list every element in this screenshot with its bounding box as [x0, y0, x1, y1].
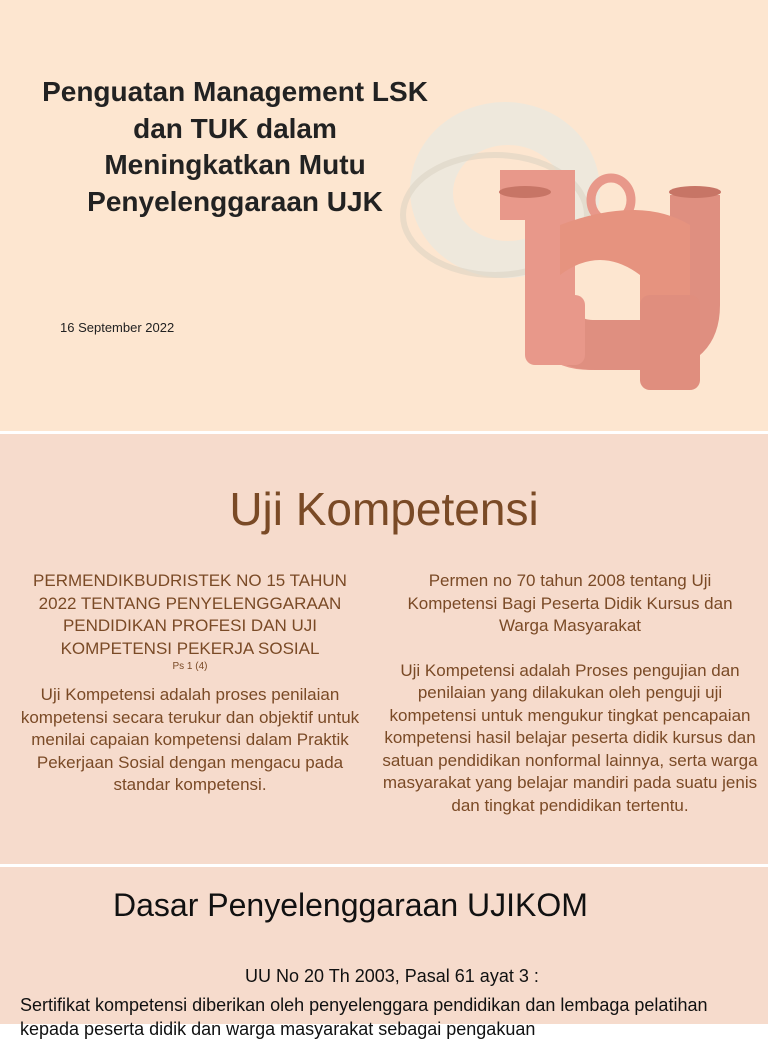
slide-heading: Uji Kompetensi [229, 483, 539, 535]
presentation-title: Penguatan Management LSK dan TUK dalam Meningkatkan Mutu Penyelenggaraan UJK [42, 76, 428, 217]
definition-text: Uji Kompetensi adalah proses penilaian kompetensi secara terukur dan objektif untuk menilai capaian kompetensi dalam Praktik Pekerjaan Sosial dengan mengacu pada standar kompetensi. [20, 685, 360, 794]
slide-dasar-ujikom [0, 867, 768, 1039]
law-text: Sertifikat kompetensi diberikan oleh penyelenggara pendidikan dan lembaga pelatihan kepada peserta didik dan warga masyarakat sebagai pengakuan [20, 995, 708, 1039]
law-reference: UU No 20 Th 2003, Pasal 61 ayat 3 : [245, 966, 539, 986]
presentation-date: 16 September 2022 [60, 320, 175, 335]
slide-title [0, 0, 768, 431]
slide-uji-kompetensi [0, 434, 768, 864]
decorative-3d-shapes-image [400, 95, 740, 395]
definition-text: Uji Kompetensi adalah Proses pengujian dan penilaian yang dilakukan oleh penguji uji kompetensi untuk mengukur tingkat pencapaian kompetensi hasil belajar peserta didik kursus dan satuan pendidikan nonformal lainnya, serta warga masyarakat yang belajar mandiri pada suatu jenis dan tingkat pendidikan tertentu. [382, 660, 758, 815]
regulation-heading: PERMENDIKBUDRISTEK NO 15 TAHUN 2022 TENTANG PENYELENGGARAAN PENDIDIKAN PROFESI DAN UJI KOMPETENSI PEKERJA SOSIAL [33, 571, 347, 658]
regulation-heading: Permen no 70 tahun 2008 tentang Uji Kompetensi Bagi Peserta Didik Kursus dan Warga Masyarakat [407, 571, 733, 635]
regulation-reference: Ps 1 (4) [172, 661, 208, 672]
slide-heading: Dasar Penyelenggaraan UJIKOM [113, 887, 588, 923]
